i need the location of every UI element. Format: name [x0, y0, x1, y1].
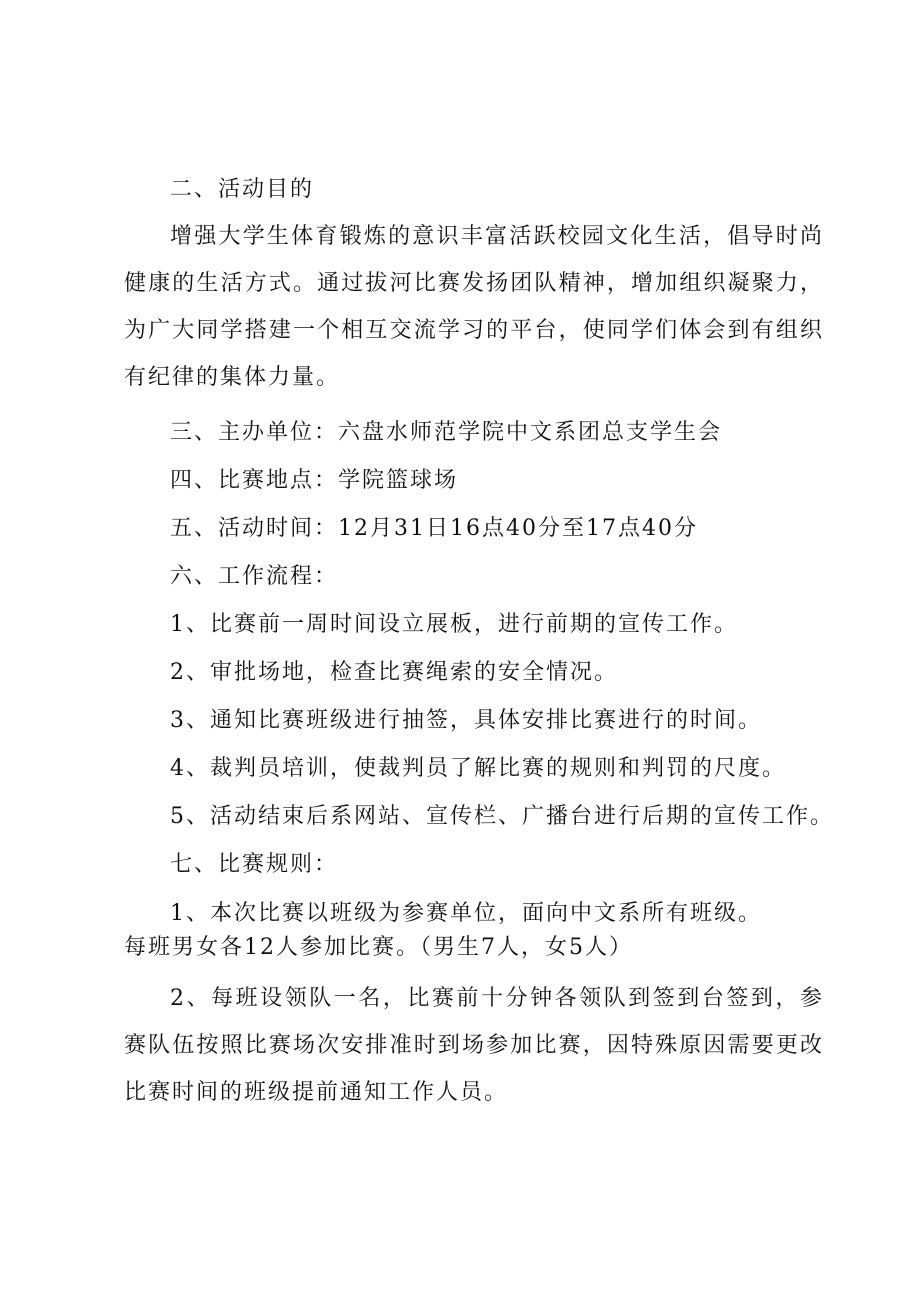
workflow-item-5: 5、活动结束后系网站、宣传栏、广播台进行后期的宣传工作。 [170, 804, 834, 829]
rule-1: 1、本次比赛以班级为参赛单位，面向中文系所有班级。每班男女各12人参加比赛。（男生7人，女5人） [124, 901, 762, 960]
section-4-venue: 四、比赛地点：学院篮球场 [170, 468, 459, 493]
section-3-organizer: 三、主办单位：六盘水师范学院中文系团总支学生会 [170, 420, 723, 445]
section-2-heading: 二、活动目的 [170, 177, 315, 202]
section-7-heading: 七、比赛规则： [170, 852, 339, 877]
section-2-body: 增强大学生体育锻炼的意识丰富活跃校园文化生活，倡导时尚健康的生活方式。通过拔河比赛发扬团队精神，增加组织凝聚力，为广大同学搭建一个相互交流学习的平台，使同学们体会到有组织有纪律的集体力量。 [124, 224, 824, 390]
workflow-item-3: 3、通知比赛班级进行抽签，具体安排比赛进行的时间。 [170, 708, 762, 733]
section-6-heading: 六、工作流程： [170, 564, 339, 589]
workflow-item-4: 4、裁判员培训，使裁判员了解比赛的规则和判罚的尺度。 [170, 756, 786, 781]
workflow-item-2: 2、审批场地，检查比赛绳索的安全情况。 [170, 660, 618, 685]
section-5-time: 五、活动时间：12月31日16点40分至17点40分 [170, 516, 698, 541]
rule-2: 2、每班设领队一名，比赛前十分钟各领队到签到台签到，参赛队伍按照比赛场次安排准时到场参加比赛，因特殊原因需要更改比赛时间的班级提前通知工作人员。 [124, 986, 824, 1105]
workflow-item-1: 1、比赛前一周时间设立展板，进行前期的宣传工作。 [170, 612, 738, 637]
